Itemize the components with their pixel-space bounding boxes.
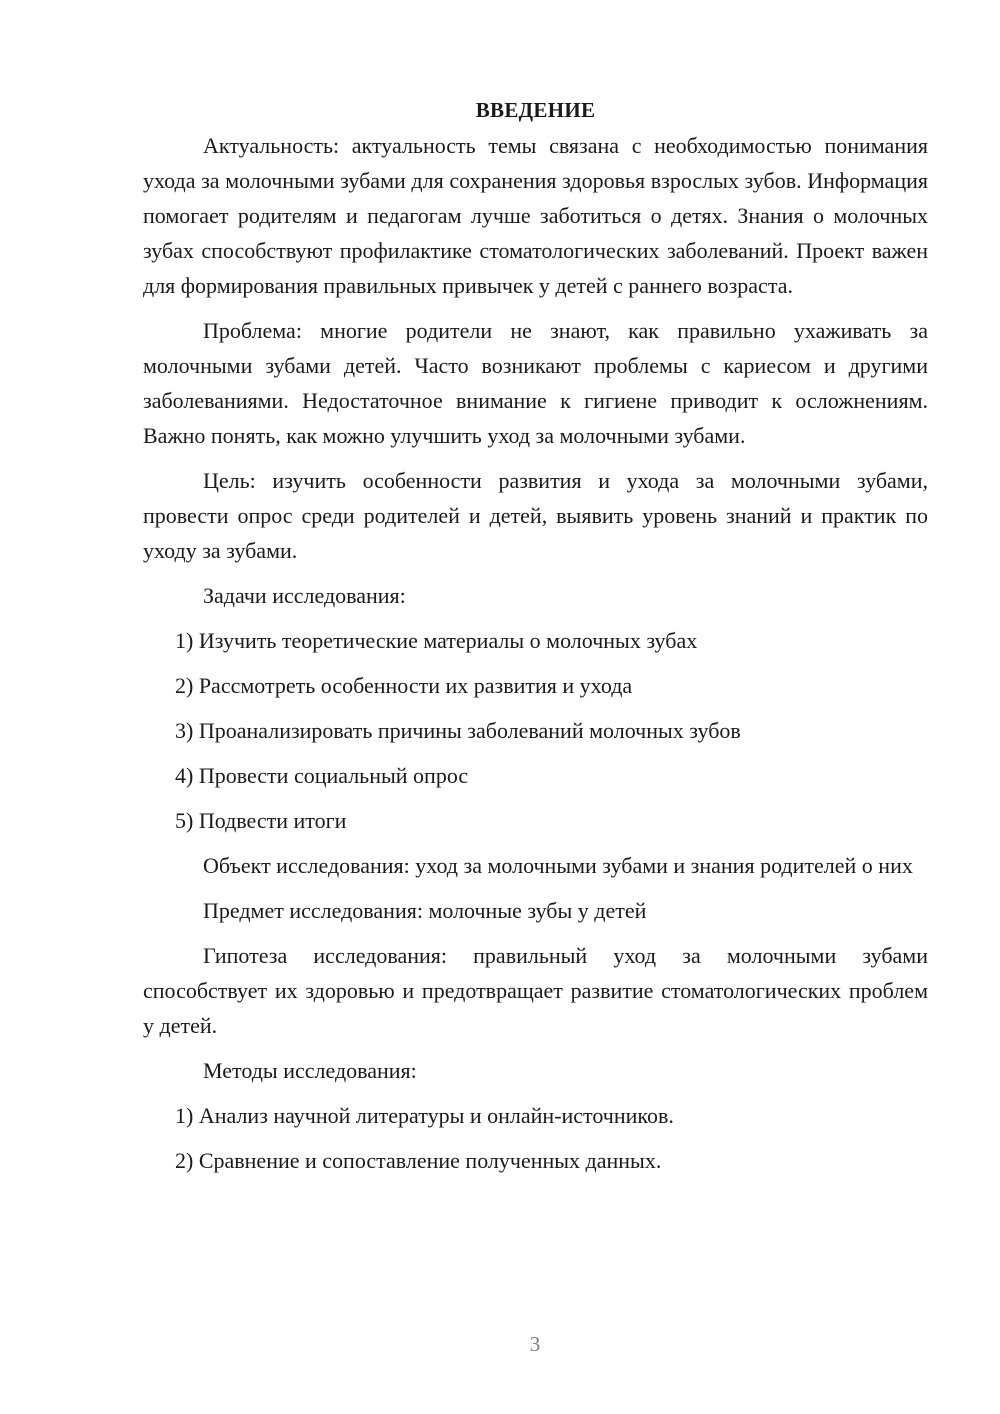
section-heading: ВВЕДЕНИЕ	[475, 98, 596, 122]
problem-paragraph: Проблема: многие родители не знают, как правильно ухаживать за молочными зубами детей. Часто возникают проблемы с кариесом и другими заболеваниями. Недостаточное внимание к гигиене приводит к осложнениям. Важно понять, как можно улучшить уход за молочными зубами.	[143, 318, 928, 448]
list-item: 1) Изучить теоретические материалы о молочных зубах	[175, 628, 698, 653]
list-item: 3) Проанализировать причины заболеваний молочных зубов	[175, 718, 741, 743]
document-page	[143, 95, 928, 1188]
list-item: 2) Сравнение и сопоставление полученных данных.	[175, 1148, 662, 1173]
methods-list	[143, 1098, 928, 1178]
goal-paragraph: Цель: изучить особенности развития и ухода за молочными зубами, провести опрос среди родителей и детей, выявить уровень знаний и практик по уходу за зубами.	[143, 468, 928, 563]
tasks-title: Задачи исследования:	[203, 583, 406, 608]
list-item: 4) Провести социальный опрос	[175, 763, 469, 788]
subject-paragraph: Предмет исследования: молочные зубы у детей	[203, 898, 647, 923]
methods-title: Методы исследования:	[203, 1058, 417, 1083]
list-item: 2) Рассмотреть особенности их развития и ухода	[175, 673, 633, 698]
list-item: 5) Подвести итоги	[175, 808, 347, 833]
relevance-paragraph: Актуальность: актуальность темы связана с необходимостью понимания ухода за молочными зубами для сохранения здоровья взрослых зубов. Информация помогает родителям и педагогам лучше заботиться о детях. Знания о молочных зубах способствуют профилактике стоматологических заболеваний. Проект важен для формирования правильных привычек у детей с раннего возраста.	[143, 133, 928, 298]
tasks-list	[143, 623, 928, 838]
object-paragraph: Объект исследования: уход за молочными зубами и знания родителей о них	[203, 853, 913, 878]
list-item: 1) Анализ научной литературы и онлайн-источников.	[175, 1103, 674, 1128]
hypothesis-paragraph: Гипотеза исследования: правильный уход за молочными зубами способствует их здоровью и предотвращает развитие стоматологических проблем у детей.	[143, 943, 928, 1038]
page-number: 3	[529, 1332, 541, 1356]
